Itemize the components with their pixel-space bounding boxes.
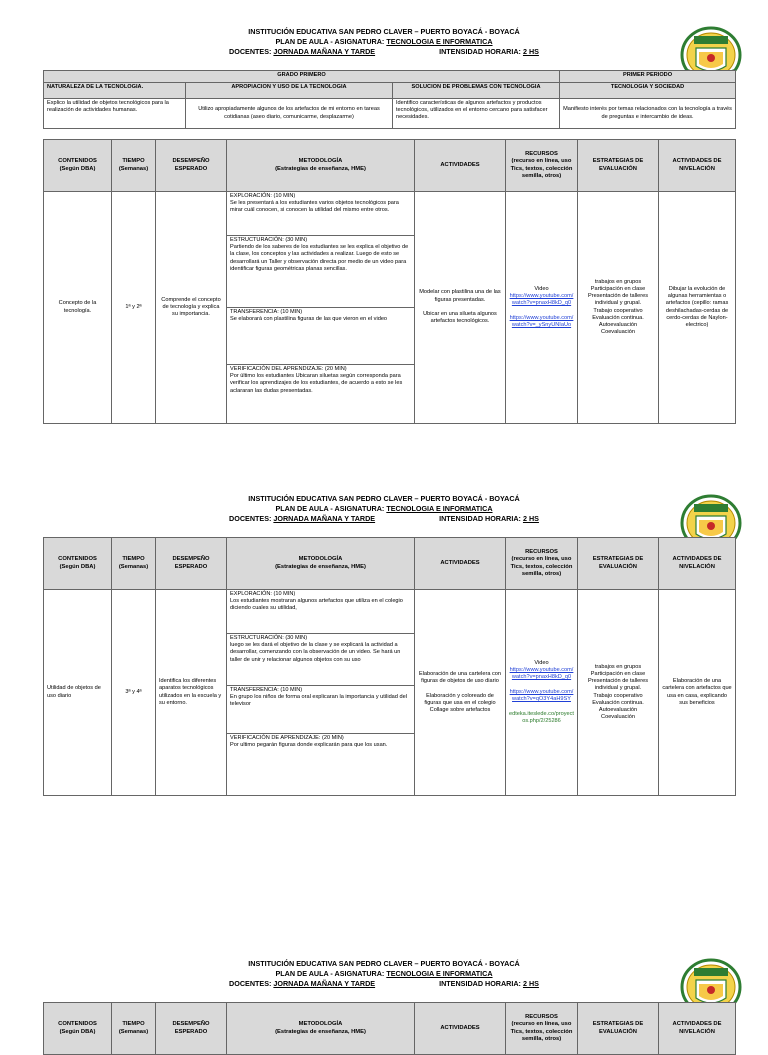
contenido-cell: Concepto de la tecnología.: [44, 192, 112, 424]
col-contenidos: CONTENIDOS (Según DBA): [44, 140, 112, 192]
video-link-2[interactable]: https://www.youtube.com/watch?v=qO3Y4aH9SY: [509, 688, 574, 703]
video-link-2[interactable]: https://www.youtube.com/watch?v=_ySnyUNIaUo: [509, 314, 574, 328]
component-naturaleza: NATURALEZA DE LA TECNOLOGIA.: [44, 83, 186, 99]
estrategias-cell: trabajos en grupos Participación en clase Presentación de talleres individual y grupal. Trabajo cooperativo Evaluación continua. Autoevaluación Coevaluación: [578, 192, 659, 424]
col-desempeno: DESEMPEÑO ESPERADO: [156, 538, 227, 590]
institution-title: INSTITUCIÓN EDUCATIVA SAN PEDRO CLAVER – PUERTO BOYACÁ - BOYACÁ: [248, 27, 520, 36]
metodologia-cell: [227, 192, 415, 424]
col-tiempo: TIEMPO (Semanas): [112, 140, 156, 192]
col-contenidos: CONTENIDOS (Según DBA): [44, 538, 112, 590]
plan-table-1: [43, 139, 736, 424]
overview-table: [43, 70, 736, 129]
contenido-cell: Utilidad de objetos de uso diario: [44, 590, 112, 796]
tiempo-cell: 1ª y 2ª: [112, 192, 156, 424]
metodologia-cell: [227, 590, 415, 796]
col-actividades: ACTIVIDADES: [415, 1003, 506, 1055]
table-row: [44, 192, 736, 424]
recursos-cell: Video https://www.youtube.com/watch?v=pnaxH8kD_q0 https://www.youtube.com/watch?v=qO3Y4aH9SY edteka.iteslede.co/proyectos.php/2/25286: [506, 590, 578, 796]
component-solucion: SOLUCION DE PROBLEMAS CON TECNOLOGIA: [393, 83, 560, 99]
docentes-line: DOCENTES: JORNADA MAÑANA Y TARDE INTENSIDAD HORARIA: 2 HS: [229, 514, 539, 523]
col-actividades: ACTIVIDADES: [415, 140, 506, 192]
col-desempeno: DESEMPEÑO ESPERADO: [156, 1003, 227, 1055]
col-recursos: RECURSOS (recurso en línea, uso Tics, textos, colección semilla, otros): [506, 538, 578, 590]
col-metodologia: METODOLOGÍA (Estrategias de enseñanza, HME): [227, 538, 415, 590]
metodologia-verificacion: VERIFICACIÓN DE APRENDIZAJE: (20 MIN) Por ultimo pegarán figuras donde explicarán para que los usan.: [230, 735, 388, 749]
nivelacion-cell: Elaboración de una cartelera con artefactos que usa en casa, explicando sus beneficios: [659, 590, 736, 796]
video-link-1[interactable]: https://www.youtube.com/watch?v=pnaxH8kD_q0: [509, 667, 574, 681]
plan-line: PLAN DE AULA - ASIGNATURA: TECNOLOGIA E INFORMATICA: [275, 969, 493, 978]
col-contenidos: CONTENIDOS (Según DBA): [44, 1003, 112, 1055]
plan-table-3: [43, 1002, 736, 1055]
desempeno-cell: Identifica los diferentes aparatos tecnológicos utilizados en la escuela y su entorno.: [156, 590, 227, 796]
metodologia-exploracion: EXPLORACIÓN: (10 MIN) Se les presentará a los estudiantes varios objetos tecnológicos para mirar cuál conocen, si conocen la utilidad del mismo entre otros.: [227, 192, 414, 236]
col-recursos: RECURSOS (recurso en línea, uso Tics, textos, colección semilla, otros): [506, 140, 578, 192]
plan-line: PLAN DE AULA - ASIGNATURA: TECNOLOGIA E INFORMATICA: [275, 504, 493, 513]
institution-title: INSTITUCIÓN EDUCATIVA SAN PEDRO CLAVER – PUERTO BOYACÁ - BOYACÁ: [248, 494, 520, 503]
col-recursos: RECURSOS (recurso en línea, uso Tics, textos, colección semilla, otros): [506, 1003, 578, 1055]
video-link-1[interactable]: https://www.youtube.com/watch?v=pnaxH8kD_q0: [509, 293, 574, 307]
col-tiempo: TIEMPO (Semanas): [112, 538, 156, 590]
col-nivelacion: ACTIVIDADES DE NIVELACIÓN: [659, 1003, 736, 1055]
docentes-line: DOCENTES: JORNADA MAÑANA Y TARDE INTENSIDAD HORARIA: 2 HS: [229, 979, 539, 988]
table-row: [44, 590, 736, 796]
plan-table-2: [43, 537, 736, 796]
col-metodologia: METODOLOGÍA (Estrategias de enseñanza, HME): [227, 140, 415, 192]
metodologia-verificacion: VERIFICACIÓN DEL APRENDIZAJE: (20 MIN) Por último los estudiantes Ubicaran siluetas según corresponda para verificar los aprendizajes de los estudiantes, de acuerdo a esto se les aclararan las dudas presentadas.: [230, 366, 403, 394]
tiempo-cell: 3ª y 4ª: [112, 590, 156, 796]
estrategias-cell: trabajos en grupos Participación en clase Presentación de talleres individual y grupal. Trabajo cooperativo Evaluación continua. Autoevaluación Coevaluación: [578, 590, 659, 796]
competency-1: Explico la utilidad de objetos tecnológicos para la realización de actividades humanas.: [44, 99, 186, 129]
plan-line: PLAN DE AULA - ASIGNATURA: TECNOLOGIA E INFORMATICA: [275, 37, 493, 46]
component-apropiacion: APROPIACION Y USO DE LA TECNOLOGIA: [186, 83, 393, 99]
metodologia-estructuracion: ESTRUCTURACIÓN: (30 MIN) luego se les dará el objetivo de la clase y se explicará la actividad a desarrollar, comenzando con la observación de un video. Se hará un taller de unir y relacionar algunos objetos con su uso: [227, 634, 414, 686]
docentes-line: DOCENTES: JORNADA MAÑANA Y TARDE INTENSIDAD HORARIA: 2 HS: [229, 47, 539, 56]
competency-4: Manifiesto interés por temas relacionados con la tecnología a través de preguntas e intercambio de ideas.: [560, 99, 736, 129]
col-metodologia: METODOLOGÍA (Estrategias de enseñanza, HME): [227, 1003, 415, 1055]
edteka-link[interactable]: edteka.iteslede.co/proyectos.php/2/25286: [509, 710, 574, 724]
col-estrategias: ESTRATEGIAS DE EVALUACIÓN: [578, 140, 659, 192]
competency-3: Identifico características de algunos artefactos y productos tecnológicos, utilizados en el entorno cercano para satisfacer necesidades.: [393, 99, 560, 129]
metodologia-exploracion: EXPLORACIÓN: (10 MIN) Los estudiantes mostraran algunos artefactos que utiliza en el colegio diciendo cuales su utilidad,: [227, 590, 414, 634]
institution-title: INSTITUCIÓN EDUCATIVA SAN PEDRO CLAVER – PUERTO BOYACÁ - BOYACÁ: [248, 959, 520, 968]
col-tiempo: TIEMPO (Semanas): [112, 1003, 156, 1055]
nivelacion-cell: Dibujar la evolución de algunas herramientas o artefactos (cepillo: ramas deshilachadas-cerdas de cerdo-cerdas de Naylon- electrico): [659, 192, 736, 424]
actividades-cell: Modelar con plastilina una de las figuras presentadas. Ubicar en una silueta algunos artefactos tecnológicos.: [415, 192, 506, 424]
metodologia-transferencia: TRANSFERENCIA: (10 MIN) Se elaborará con plastilina figuras de las que vieron en el video: [227, 308, 414, 365]
col-nivelacion: ACTIVIDADES DE NIVELACIÓN: [659, 140, 736, 192]
competency-2: Utilizo apropiadamente algunos de los artefactos de mi entorno en tareas cotidianas (aseo diario, comunicarme, desplazarme): [186, 99, 393, 129]
metodologia-transferencia: TRANSFERENCIA: (10 MIN) En grupo los niños de forma oral explicaran la importancia y utilidad del televisor: [227, 686, 414, 734]
col-actividades: ACTIVIDADES: [415, 538, 506, 590]
desempeno-cell: Comprende el concepto de tecnología y explica su importancia.: [156, 192, 227, 424]
grade-cell: GRADO PRIMERO: [44, 71, 560, 83]
period-cell: PRIMER PERIODO: [560, 71, 736, 83]
col-estrategias: ESTRATEGIAS DE EVALUACIÓN: [578, 538, 659, 590]
col-estrategias: ESTRATEGIAS DE EVALUACIÓN: [578, 1003, 659, 1055]
metodologia-estructuracion: ESTRUCTURACIÓN: (30 MIN) Partiendo de los saberes de los estudiantes se les explica el objetivo de la clase, los conceptos y las actividades a realizar. Luego de esto se desarrollará un Taller y observación directa por medio de un video para identificar figuras geométricas planas sencillas.: [227, 236, 414, 308]
actividades-cell: Elaboración de una cartelera con figuras de objetos de uso diario Elaboración y coloreado de figuras que usa en el colegio Collage sobre artefactos: [415, 590, 506, 796]
recursos-cell: Video https://www.youtube.com/watch?v=pnaxH8kD_q0 https://www.youtube.com/watch?v=_ySnyUNIaUo: [506, 192, 578, 424]
col-desempeno: DESEMPEÑO ESPERADO: [156, 140, 227, 192]
col-nivelacion: ACTIVIDADES DE NIVELACIÓN: [659, 538, 736, 590]
component-sociedad: TECNOLOGIA Y SOCIEDAD: [560, 83, 736, 99]
